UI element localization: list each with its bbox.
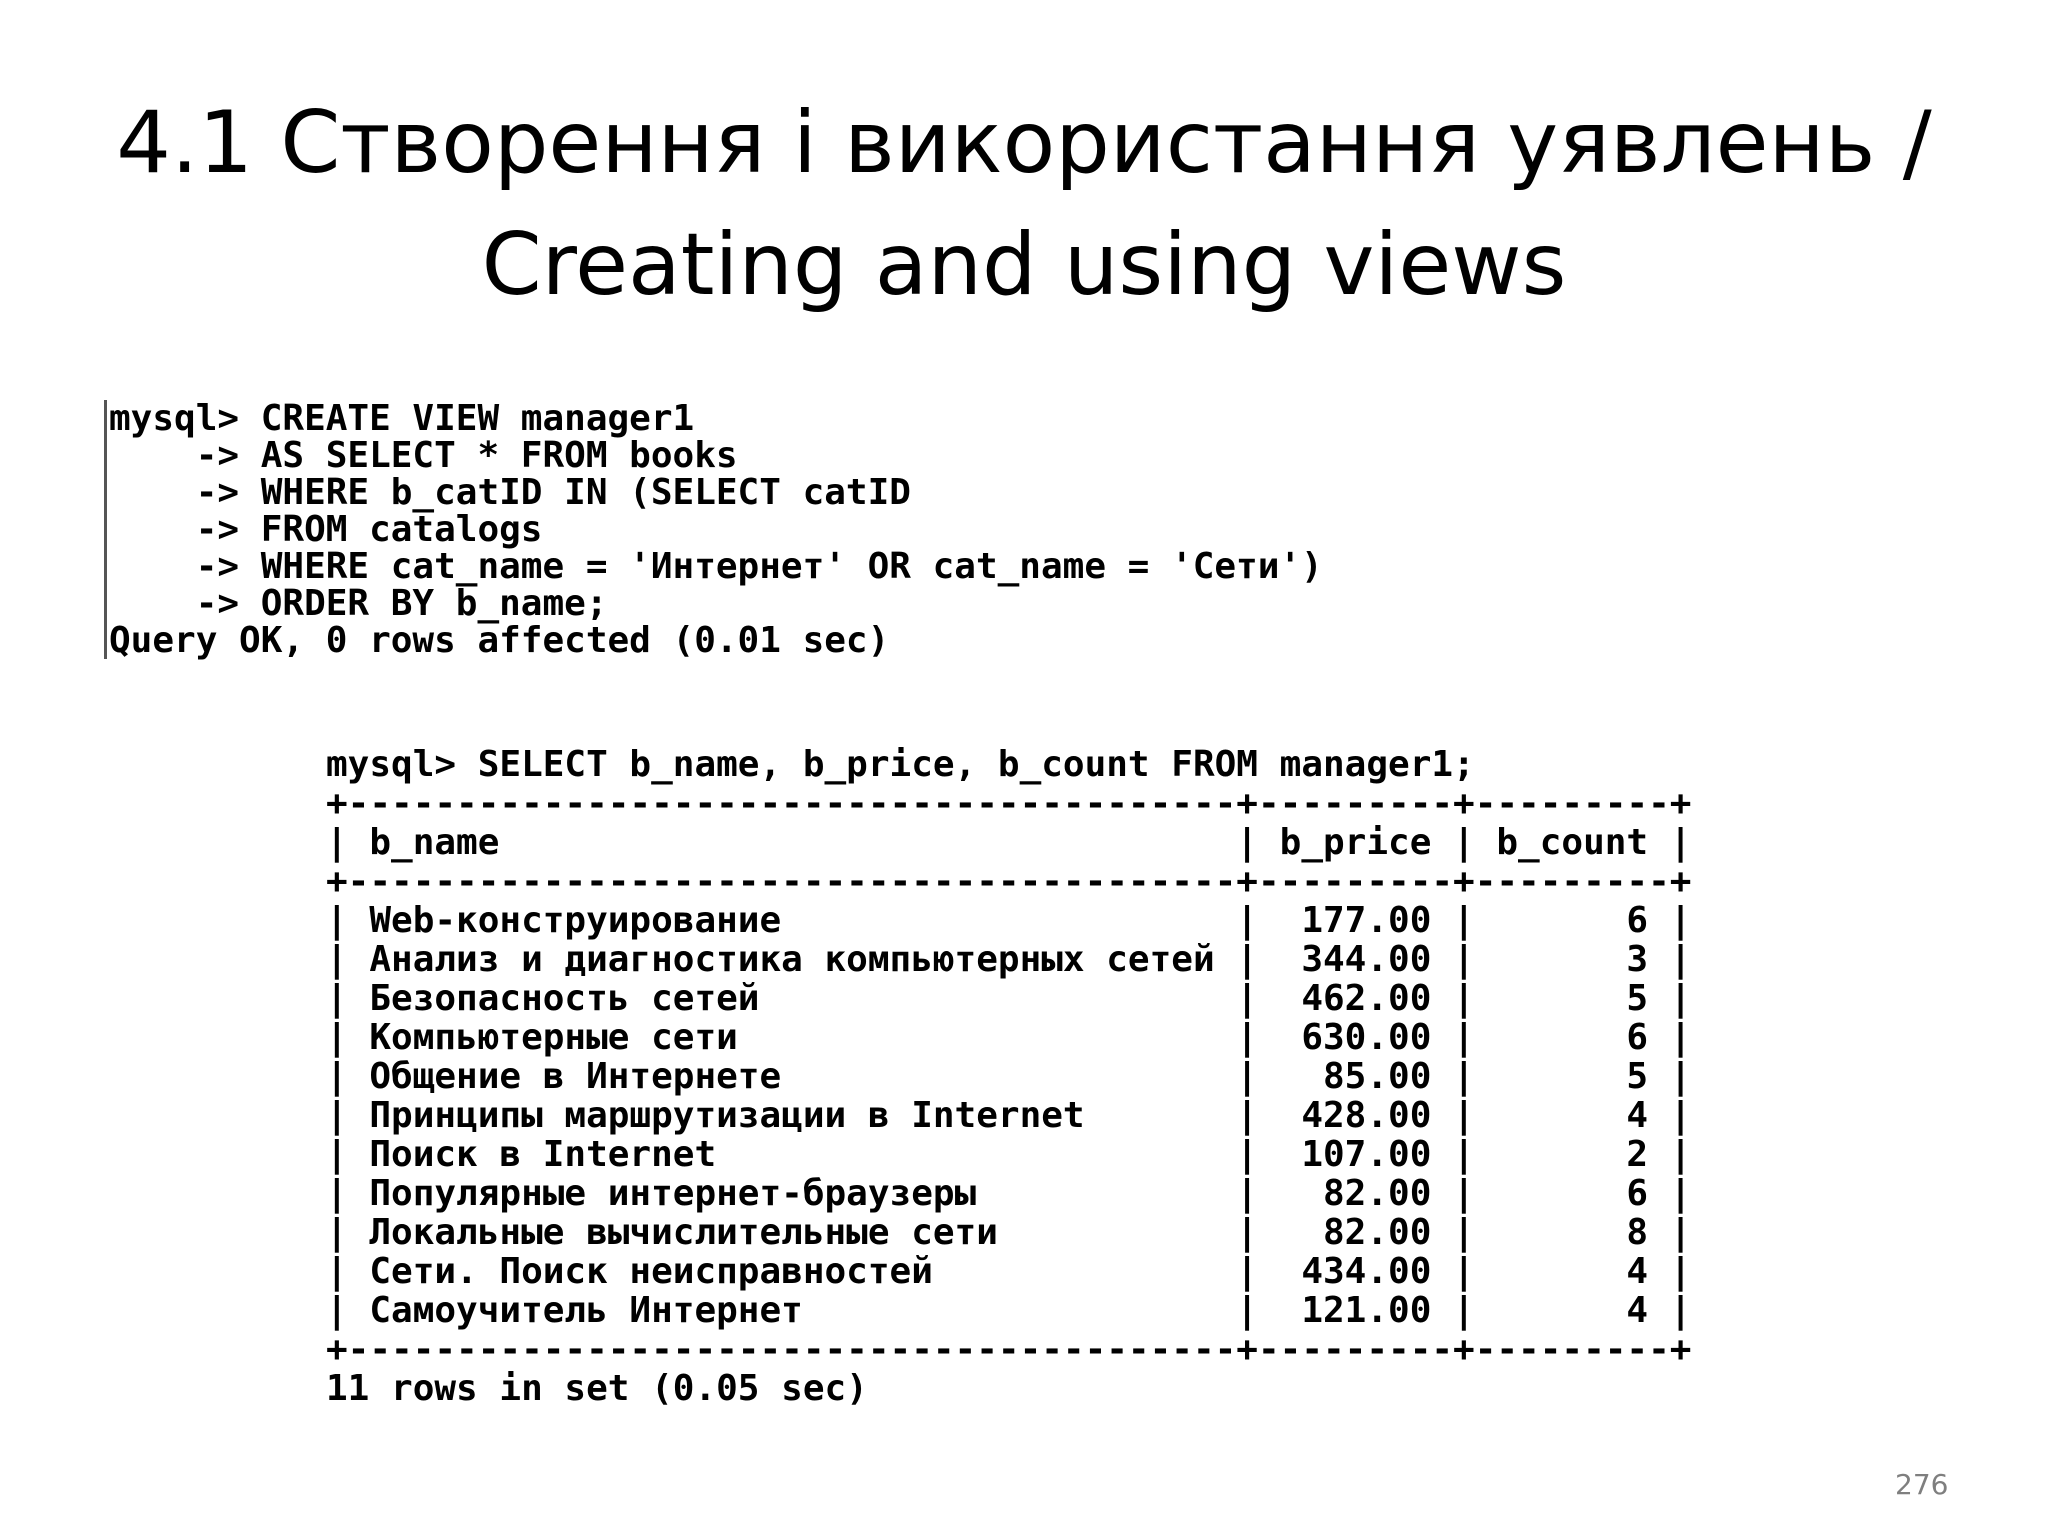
table-row: | Безопасность сетей | 462.00 | 5 |: [326, 978, 1692, 1019]
console-line: -> FROM catalogs: [109, 509, 543, 550]
table-row: | Принципы маршрутизации в Internet | 428.00 | 4 |: [326, 1095, 1692, 1136]
console-line: -> WHERE b_catID IN (SELECT catID: [109, 472, 911, 513]
table-border: +-----------------------------------------+---------+---------+: [326, 861, 1692, 902]
table-row: | Общение в Интернете | 85.00 | 5 |: [326, 1056, 1692, 1097]
slide-title-line-2: Creating and using views: [481, 215, 1567, 315]
slide-title-line-1: 4.1 Створення і використання уявлень /: [116, 93, 1932, 193]
page-number: 276: [1895, 1468, 1949, 1501]
console-line: -> ORDER BY b_name;: [109, 583, 608, 624]
table-border: +-----------------------------------------+---------+---------+: [326, 783, 1692, 824]
slide-title: [0, 82, 2048, 326]
console-line: mysql> CREATE VIEW manager1: [109, 398, 695, 439]
table-row: | Компьютерные сети | 630.00 | 6 |: [326, 1017, 1692, 1058]
select-result-console: [326, 745, 1691, 1408]
table-header-row: | b_name | b_price | b_count |: [326, 822, 1692, 863]
console-line: -> AS SELECT * FROM books: [109, 435, 738, 476]
result-table: [326, 784, 1691, 1369]
table-row: | Web-конструирование | 177.00 | 6 |: [326, 900, 1692, 941]
table-row: | Сети. Поиск неисправностей | 434.00 | 4 |: [326, 1251, 1692, 1292]
table-row: | Популярные интернет-браузеры | 82.00 | 6 |: [326, 1173, 1692, 1214]
console-line: -> WHERE cat_name = 'Интернет' OR cat_name = 'Сети'): [109, 546, 1323, 587]
table-row: | Локальные вычислительные сети | 82.00 | 8 |: [326, 1212, 1692, 1253]
rows-in-set-status: 11 rows in set (0.05 sec): [326, 1368, 868, 1409]
table-row: | Анализ и диагностика компьютерных сетей | 344.00 | 3 |: [326, 939, 1692, 980]
table-border: +-----------------------------------------+---------+---------+: [326, 1329, 1692, 1370]
create-view-console: [104, 400, 1323, 659]
select-command: mysql> SELECT b_name, b_price, b_count FROM manager1;: [326, 744, 1475, 785]
table-row: | Поиск в Internet | 107.00 | 2 |: [326, 1134, 1692, 1175]
table-row: | Самоучитель Интернет | 121.00 | 4 |: [326, 1290, 1692, 1331]
query-ok-status: Query OK, 0 rows affected (0.01 sec): [109, 620, 890, 661]
